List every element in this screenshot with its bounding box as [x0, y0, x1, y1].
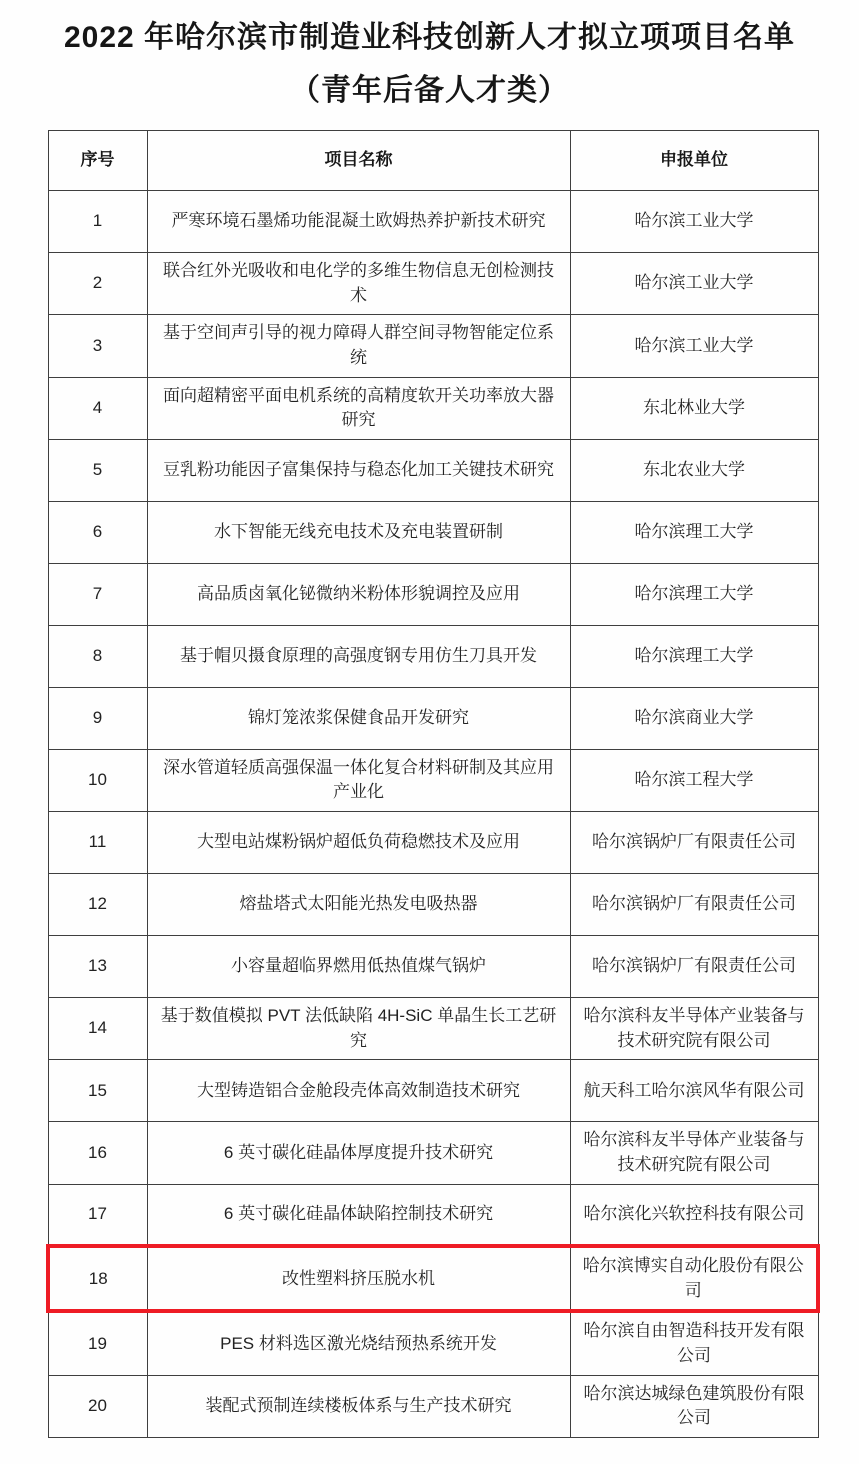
project-name-cell: 深水管道轻质高强保温一体化复合材料研制及其应用产业化 [147, 749, 570, 811]
table-row [48, 625, 818, 687]
row-number-cell: 8 [48, 625, 147, 687]
row-number-cell: 6 [48, 501, 147, 563]
project-name-cell: 豆乳粉功能因子富集保持与稳态化加工关键技术研究 [147, 439, 570, 501]
applicant-org-cell: 哈尔滨锅炉厂有限责任公司 [570, 936, 818, 998]
project-name-cell: 高品质卤氧化铋微纳米粉体形貌调控及应用 [147, 563, 570, 625]
table-row [48, 1311, 818, 1375]
table-row [48, 998, 818, 1060]
table-row [48, 1375, 818, 1437]
project-name-cell: 熔盐塔式太阳能光热发电吸热器 [147, 874, 570, 936]
table-row [48, 687, 818, 749]
project-name-cell: 大型电站煤粉锅炉超低负荷稳燃技术及应用 [147, 812, 570, 874]
table-header-row [48, 131, 818, 191]
project-name-cell: 面向超精密平面电机系统的高精度软开关功率放大器研究 [147, 377, 570, 439]
applicant-org-cell: 东北农业大学 [570, 439, 818, 501]
table-row [48, 377, 818, 439]
project-name-cell: 6 英寸碳化硅晶体缺陷控制技术研究 [147, 1184, 570, 1246]
header-cell-project: 项目名称 [147, 131, 570, 191]
table-row [48, 874, 818, 936]
row-number-cell: 12 [48, 874, 147, 936]
page-subtitle: （青年后备人才类） [290, 74, 569, 107]
project-name-cell: 锦灯笼浓浆保健食品开发研究 [147, 687, 570, 749]
applicant-org-cell: 哈尔滨达城绿色建筑股份有限公司 [570, 1375, 818, 1437]
table-row-highlighted [48, 1246, 818, 1311]
row-number-cell: 18 [48, 1246, 147, 1311]
project-name-cell: 装配式预制连续楼板体系与生产技术研究 [147, 1375, 570, 1437]
project-list-table [46, 130, 820, 1438]
row-number-cell: 13 [48, 936, 147, 998]
project-name-cell: 小容量超临界燃用低热值煤气锅炉 [147, 936, 570, 998]
applicant-org-cell: 东北林业大学 [570, 377, 818, 439]
applicant-org-cell: 哈尔滨科友半导体产业装备与技术研究院有限公司 [570, 998, 818, 1060]
table-row [48, 936, 818, 998]
applicant-org-cell: 航天科工哈尔滨风华有限公司 [570, 1060, 818, 1122]
table-row [48, 439, 818, 501]
row-number-cell: 3 [48, 315, 147, 377]
project-name-cell: 基于空间声引导的视力障碍人群空间寻物智能定位系统 [147, 315, 570, 377]
table-row [48, 315, 818, 377]
applicant-org-cell: 哈尔滨工程大学 [570, 749, 818, 811]
applicant-org-cell: 哈尔滨工业大学 [570, 191, 818, 253]
applicant-org-cell: 哈尔滨锅炉厂有限责任公司 [570, 874, 818, 936]
applicant-org-cell: 哈尔滨理工大学 [570, 563, 818, 625]
applicant-org-cell: 哈尔滨商业大学 [570, 687, 818, 749]
table-row [48, 501, 818, 563]
row-number-cell: 2 [48, 253, 147, 315]
project-name-cell: PES 材料选区激光烧结预热系统开发 [147, 1311, 570, 1375]
applicant-org-cell: 哈尔滨工业大学 [570, 315, 818, 377]
table-row [48, 749, 818, 811]
project-name-cell: 6 英寸碳化硅晶体厚度提升技术研究 [147, 1122, 570, 1184]
row-number-cell: 4 [48, 377, 147, 439]
table-row [48, 1122, 818, 1184]
row-number-cell: 15 [48, 1060, 147, 1122]
table-row [48, 1060, 818, 1122]
table-body [48, 191, 818, 1438]
table-row [48, 563, 818, 625]
row-number-cell: 11 [48, 812, 147, 874]
applicant-org-cell: 哈尔滨化兴软控科技有限公司 [570, 1184, 818, 1246]
project-name-cell: 水下智能无线充电技术及充电装置研制 [147, 501, 570, 563]
row-number-cell: 19 [48, 1311, 147, 1375]
project-name-cell: 大型铸造铝合金舱段壳体高效制造技术研究 [147, 1060, 570, 1122]
applicant-org-cell: 哈尔滨理工大学 [570, 501, 818, 563]
table-row [48, 191, 818, 253]
project-name-cell: 联合红外光吸收和电化学的多维生物信息无创检测技术 [147, 253, 570, 315]
page-title: 2022 年哈尔滨市制造业科技创新人才拟立项项目名单 [63, 21, 796, 54]
table-header [48, 131, 818, 191]
row-number-cell: 17 [48, 1184, 147, 1246]
project-name-cell: 改性塑料挤压脱水机 [147, 1246, 570, 1311]
applicant-org-cell: 哈尔滨理工大学 [570, 625, 818, 687]
header-cell-org: 申报单位 [570, 131, 818, 191]
header-cell-no: 序号 [48, 131, 147, 191]
project-name-cell: 严寒环境石墨烯功能混凝土欧姆热养护新技术研究 [147, 191, 570, 253]
row-number-cell: 16 [48, 1122, 147, 1184]
applicant-org-cell: 哈尔滨锅炉厂有限责任公司 [570, 812, 818, 874]
table-row [48, 1184, 818, 1246]
project-name-cell: 基于数值模拟 PVT 法低缺陷 4H-SiC 单晶生长工艺研究 [147, 998, 570, 1060]
row-number-cell: 20 [48, 1375, 147, 1437]
table-row [48, 253, 818, 315]
applicant-org-cell: 哈尔滨博实自动化股份有限公司 [570, 1246, 818, 1311]
row-number-cell: 9 [48, 687, 147, 749]
row-number-cell: 7 [48, 563, 147, 625]
applicant-org-cell: 哈尔滨自由智造科技开发有限公司 [570, 1311, 818, 1375]
row-number-cell: 14 [48, 998, 147, 1060]
applicant-org-cell: 哈尔滨工业大学 [570, 253, 818, 315]
table-row [48, 812, 818, 874]
row-number-cell: 5 [48, 439, 147, 501]
row-number-cell: 1 [48, 191, 147, 253]
project-name-cell: 基于帽贝摄食原理的高强度钢专用仿生刀具开发 [147, 625, 570, 687]
applicant-org-cell: 哈尔滨科友半导体产业装备与技术研究院有限公司 [570, 1122, 818, 1184]
row-number-cell: 10 [48, 749, 147, 811]
